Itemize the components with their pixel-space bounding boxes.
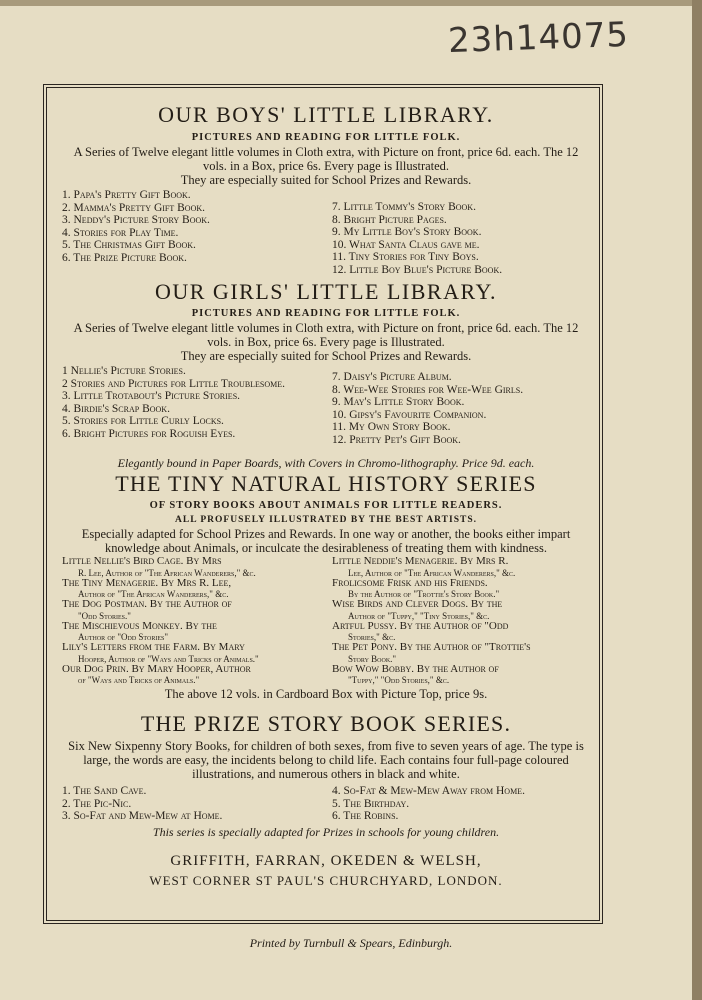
boys-library-subtitle: PICTURES AND READING FOR LITTLE FOLK.: [191, 132, 461, 143]
list-item: 4. So-Fat & Mew-Mew Away from Home.: [332, 785, 525, 797]
boys-library-description: A Series of Twelve elegant little volumes in Cloth extra, with Picture on front, price 6d. each. The 12 vols. in a Box, price 6s. Every page is Illustrated.: [73, 145, 579, 173]
list-item: 10. Gipsy's Favourite Companion.: [332, 408, 487, 421]
binding-note: Elegantly bound in Paper Boards, with Covers in Chromo-lithography. Price 9d. each.: [117, 456, 535, 470]
natural-history-description: Especially adapted for School Prizes and Rewards. In one way or another, the books either impart knowledge about Animals, or inculcate the desirableness of treating them with kindness.: [81, 527, 571, 555]
natural-history-section: [62, 456, 590, 701]
list-item: The Pet Pony. By the Author of "Trottie's Story Book.": [332, 641, 531, 664]
list-item: 12. Pretty Pet's Gift Book.: [332, 433, 461, 446]
list-item: 10. What Santa Claus gave me.: [332, 238, 480, 251]
girls-library-section: [62, 279, 590, 446]
list-item: 7. Daisy's Picture Album.: [332, 371, 452, 383]
list-item: Frolicsome Frisk and his Friends. By the Author of "Trottie's Story Book.": [332, 576, 500, 599]
list-item: 5. The Birthday.: [332, 797, 410, 810]
prize-book-list: [62, 785, 590, 823]
list-item: 6. The Prize Picture Book.: [62, 251, 187, 264]
list-item: Bow Wow Bobby. By the Author of "Tuppy," "Odd Stories," &c.: [332, 662, 499, 685]
list-item: 4. Birdie's Scrap Book.: [62, 402, 170, 415]
list-item: 4. Stories for Play Time.: [62, 226, 179, 239]
girls-library-title: OUR GIRLS' LITTLE LIBRARY.: [154, 279, 497, 304]
book-spine-edge: [692, 0, 702, 1000]
publisher-address: WEST CORNER ST PAUL'S CHURCHYARD, LONDON.: [149, 872, 503, 888]
list-item: The Mischievous Monkey. By the Author of "Odd Stories": [62, 619, 217, 642]
boys-library-section: [62, 102, 590, 276]
list-item: 11. Tiny Stories for Tiny Boys.: [332, 251, 479, 263]
list-item: 11. My Own Story Book.: [332, 421, 451, 433]
boys-library-title: OUR BOYS' LITTLE LIBRARY.: [158, 102, 494, 127]
boys-library-suitability: They are especially suited for School Prizes and Rewards.: [180, 173, 472, 187]
natural-history-list: [62, 556, 590, 685]
list-item: 1. Papa's Pretty Gift Book.: [62, 189, 191, 201]
list-item: Little Nellie's Bird Cage. By Mrs R. Lee, Author of "The African Wanderers," &c.: [62, 555, 256, 578]
list-item: 2. The Pic-Nic.: [62, 797, 132, 810]
publisher-block: [62, 852, 590, 890]
girls-book-list: [62, 365, 590, 446]
list-item: 7. Little Tommy's Story Book.: [332, 201, 476, 213]
list-item: Little Neddie's Menagerie. By Mrs R. Lee, Author of "The African Wanderers," &c.: [332, 555, 516, 578]
girls-list-left: [62, 365, 324, 446]
list-item: 1 Nellie's Picture Stories.: [62, 365, 186, 377]
list-item: 2. Mamma's Pretty Gift Book.: [62, 201, 206, 214]
illustrated-note: ALL PROFUSELY ILLUSTRATED BY THE BEST ARTISTS.: [175, 515, 477, 525]
prize-series-description: Six New Sixpenny Story Books, for children of both sexes, from five to seven years of age. The type is large, the words are easy, the incidents belong to child life. Each contains four full-page coloured illustrations, and numerous others in black and white.: [68, 739, 584, 781]
list-item: 2 Stories and Pictures for Little Troublesome.: [62, 377, 286, 390]
natural-list-right: [332, 556, 590, 685]
list-item: 9. My Little Boy's Story Book.: [332, 226, 482, 238]
publisher-name: GRIFFITH, FARRAN, OKEDEN & WELSH,: [170, 852, 482, 869]
list-item: 3. So-Fat and Mew-Mew at Home.: [62, 810, 223, 822]
girls-library-subtitle: PICTURES AND READING FOR LITTLE FOLK.: [191, 308, 461, 319]
boys-list-left: [62, 189, 324, 276]
list-item: The Tiny Menagerie. By Mrs R. Lee, Author of "The African Wanderers," &c.: [62, 576, 232, 599]
list-item: 5. Stories for Little Curly Locks.: [62, 415, 224, 427]
prize-series-title: THE PRIZE STORY BOOK SERIES.: [140, 711, 512, 736]
list-item: 3. Little Trotabout's Picture Stories.: [62, 390, 241, 402]
list-item: Our Dog Prin. By Mary Hooper, Author of "Ways and Tricks of Animals.": [62, 662, 251, 685]
girls-list-right: [332, 365, 590, 446]
natural-list-left: [62, 556, 324, 685]
girls-library-suitability: They are especially suited for School Prizes and Rewards.: [180, 349, 472, 363]
list-item: 1. The Sand Cave.: [62, 785, 147, 797]
handwritten-catalog-number: 23h14075: [447, 14, 630, 62]
list-item: 6. The Robins.: [332, 810, 399, 822]
prize-series-note: This series is specially adapted for Prizes in schools for young children.: [152, 824, 500, 839]
list-item: 5. The Christmas Gift Book.: [62, 239, 196, 251]
list-item: 8. Bright Picture Pages.: [332, 213, 447, 226]
printer-imprint: Printed by Turnbull & Spears, Edinburgh.: [249, 936, 453, 950]
list-item: 12. Little Boy Blue's Picture Book.: [332, 263, 503, 276]
list-item: Lily's Letters from the Farm. By Mary Hooper, Author of "Ways and Tricks of Animals.": [62, 641, 259, 664]
prize-series-section: [62, 711, 590, 840]
box-set-note: The above 12 vols. in Cardboard Box with Picture Top, price 9s.: [164, 687, 488, 701]
boys-book-list: [62, 189, 590, 276]
advert-content: [62, 98, 590, 890]
top-edge: [0, 0, 702, 6]
list-item: Wise Birds and Clever Dogs. By the Author of "Tuppy," "Tiny Stories," &c.: [332, 598, 503, 621]
prize-list-right: [332, 785, 590, 823]
natural-history-title: THE TINY NATURAL HISTORY SERIES: [115, 471, 537, 496]
list-item: 6. Bright Pictures for Roguish Eyes.: [62, 427, 236, 440]
list-item: 8. Wee-Wee Stories for Wee-Wee Girls.: [332, 383, 524, 396]
list-item: 3. Neddy's Picture Story Book.: [62, 214, 210, 226]
boys-list-right: [332, 189, 590, 276]
natural-history-subtitle: OF STORY BOOKS ABOUT ANIMALS FOR LITTLE READERS.: [149, 500, 503, 511]
list-item: The Dog Postman. By the Author of "Odd Stories.": [62, 598, 232, 621]
list-item: 9. May's Little Story Book.: [332, 396, 465, 408]
list-item: Artful Pussy. By the Author of "Odd Stories," &c.: [332, 619, 509, 642]
girls-library-description: A Series of Twelve elegant little volumes in Cloth extra, with Picture on front, price 6d. each. The 12 vols. in Box, price 6s. Every page is Illustrated.: [73, 321, 579, 349]
prize-list-left: [62, 785, 324, 823]
